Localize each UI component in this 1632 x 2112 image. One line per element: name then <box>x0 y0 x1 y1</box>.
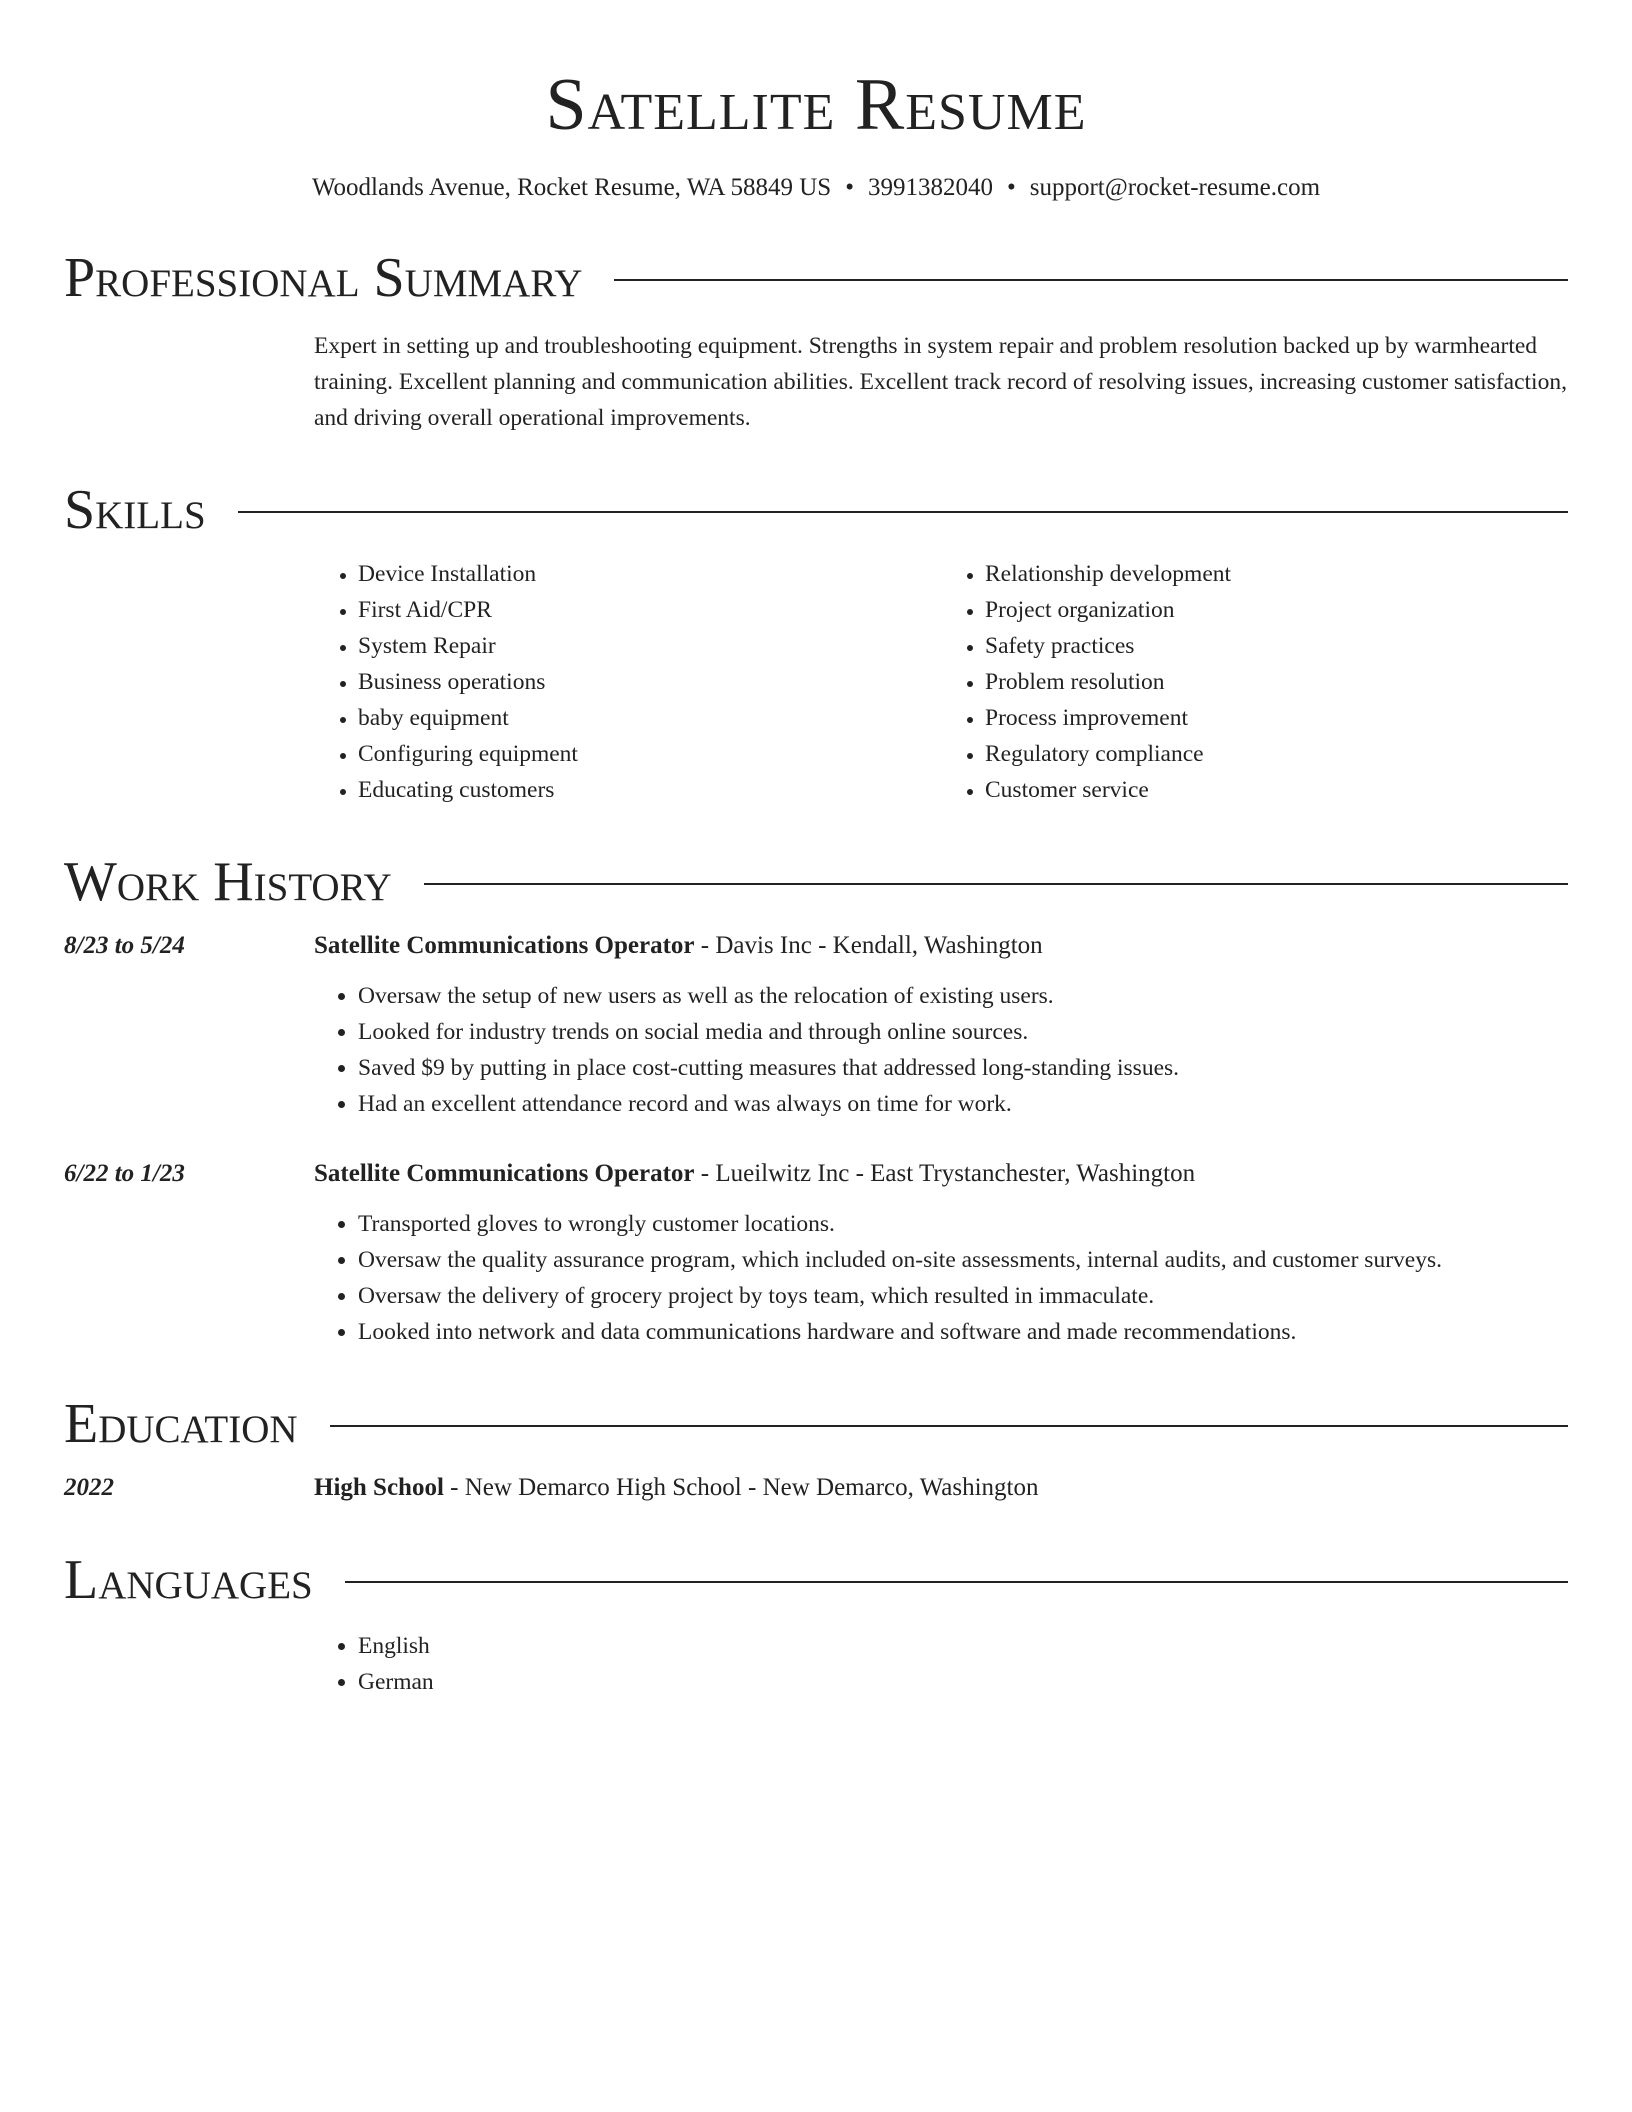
contact-address: Woodlands Avenue, Rocket Resume, WA 58849 US <box>311 174 832 201</box>
skill-item: • Regulatory compliance <box>985 736 1568 772</box>
section-divider <box>345 1581 1568 1583</box>
job-bullet: • Looked for industry trends on social media and through online sources. <box>358 1014 1568 1050</box>
job-details: - Davis Inc - Kendall, Washington <box>694 932 1043 959</box>
section-title-education: Education <box>64 1393 298 1455</box>
job-bullet: • Transported gloves to wrongly customer locations. <box>358 1206 1568 1242</box>
job-role: Satellite Communications Operator <box>314 932 695 959</box>
section-title-work: Work History <box>64 851 392 913</box>
section-header-skills <box>64 478 1568 542</box>
languages-body <box>314 1628 1568 1700</box>
section-divider <box>424 883 1568 885</box>
languages-list <box>314 1628 1568 1700</box>
education-year: 2022 <box>64 1474 114 1501</box>
job-bullet: • Saved $9 by putting in place cost-cutting measures that addressed long-standing issues. <box>358 1050 1568 1086</box>
skill-item: • Configuring equipment <box>358 736 941 772</box>
skills-list <box>314 556 1568 808</box>
job-bullet: • Oversaw the delivery of grocery project by toys team, which resulted in immaculate. <box>358 1278 1568 1314</box>
language-item: • English <box>358 1628 1568 1664</box>
job-title-line <box>314 1156 1568 1192</box>
section-header-languages <box>64 1548 1568 1612</box>
section-title-skills: Skills <box>64 479 206 541</box>
summary-text: Expert in setting up and troubleshooting equipment. Strengths in system repair and problem resolution backed up by warmhearted training. Excellent planning and communication abilities. Excellent track record of resolving issues, increasing customer satisfaction, and driving overall operational improvements. <box>314 333 1567 431</box>
skill-item: • First Aid/CPR <box>358 592 941 628</box>
summary-body <box>314 328 1568 436</box>
job-title-line <box>314 928 1568 964</box>
job-entry <box>64 928 1568 1122</box>
contact-phone: 3991382040 <box>867 174 993 201</box>
skills-column-left <box>314 556 941 808</box>
skill-item: • Relationship development <box>985 556 1568 592</box>
education-entry <box>64 1470 1568 1506</box>
job-main <box>314 928 1568 1122</box>
job-bullet: • Looked into network and data communications hardware and software and made recommendations. <box>358 1314 1568 1350</box>
job-bullets <box>314 978 1568 1122</box>
skills-column-right <box>941 556 1568 808</box>
section-title-summary: Professional Summary <box>64 247 583 309</box>
job-dates: 8/23 to 5/24 <box>64 932 185 959</box>
education-degree: High School <box>314 1474 444 1501</box>
skill-item: • Device Installation <box>358 556 941 592</box>
education-line <box>314 1470 1568 1506</box>
section-header-work <box>64 850 1568 914</box>
job-bullet: • Had an excellent attendance record and was always on time for work. <box>358 1086 1568 1122</box>
skill-item: • Business operations <box>358 664 941 700</box>
skill-item: • Process improvement <box>985 700 1568 736</box>
section-divider <box>238 511 1568 513</box>
skill-item: • Problem resolution <box>985 664 1568 700</box>
job-role: Satellite Communications Operator <box>314 1160 695 1187</box>
contact-email[interactable]: support@rocket-resume.com <box>1029 174 1321 201</box>
education-main <box>314 1470 1568 1506</box>
job-bullets <box>314 1206 1568 1350</box>
job-main <box>314 1156 1568 1350</box>
section-divider <box>614 279 1568 281</box>
job-dates: 6/22 to 1/23 <box>64 1160 185 1187</box>
section-title-languages: Languages <box>64 1549 313 1611</box>
job-bullet: • Oversaw the quality assurance program, which included on-site assessments, internal audits, and customer surveys. <box>358 1242 1568 1278</box>
skill-item: • Safety practices <box>985 628 1568 664</box>
skill-item: • System Repair <box>358 628 941 664</box>
job-bullet: • Oversaw the setup of new users as well as the relocation of existing users. <box>358 978 1568 1014</box>
skill-item: • Customer service <box>985 772 1568 808</box>
job-details: - Lueilwitz Inc - East Trystanchester, Washington <box>694 1160 1196 1187</box>
education-details: - New Demarco High School - New Demarco, Washington <box>443 1474 1039 1501</box>
section-header-education <box>64 1392 1568 1456</box>
section-divider <box>330 1425 1568 1427</box>
contact-line <box>64 172 1568 204</box>
resume-name: Satellite Resume <box>545 64 1087 146</box>
contact-separator: • <box>845 174 854 201</box>
skill-item: • Project organization <box>985 592 1568 628</box>
job-entry <box>64 1156 1568 1350</box>
language-item: • German <box>358 1664 1568 1700</box>
skill-item: • Educating customers <box>358 772 941 808</box>
contact-separator: • <box>1006 174 1016 201</box>
section-header-summary <box>64 246 1568 310</box>
skill-item: • baby equipment <box>358 700 941 736</box>
